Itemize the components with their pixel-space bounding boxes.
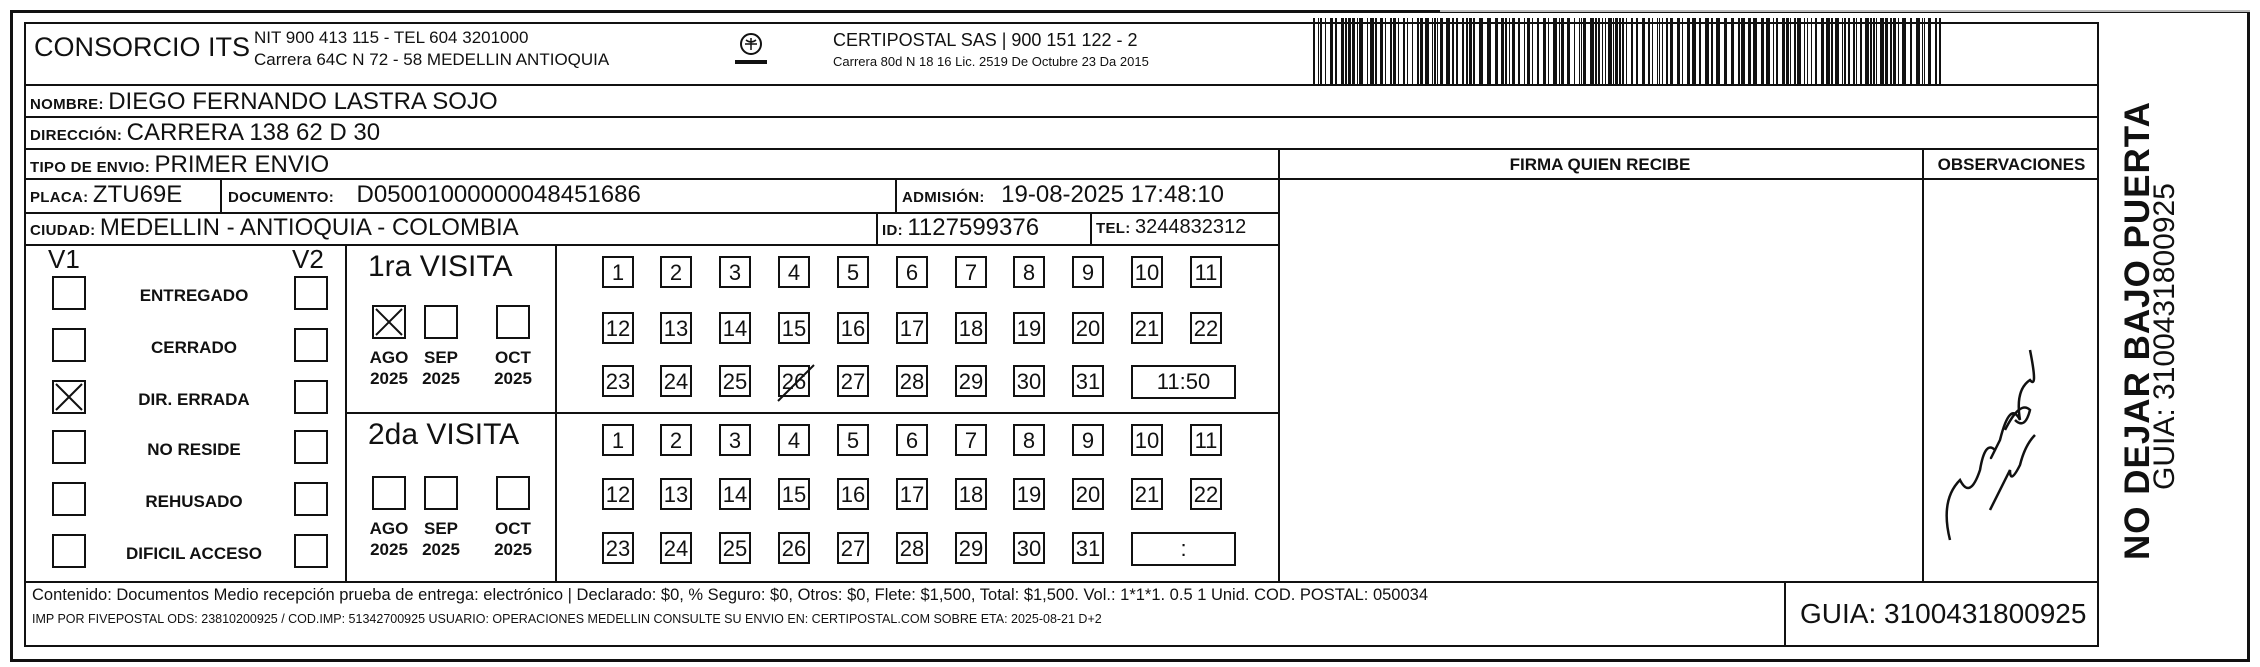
- visit1-month-label: OCT 2025: [494, 348, 532, 388]
- visit1-day-box[interactable]: 29: [955, 365, 987, 397]
- status-label: CERRADO: [151, 338, 237, 357]
- id-label: ID:: [882, 222, 903, 239]
- documento-value: D05001000000048451686: [356, 181, 641, 208]
- barcode: [1313, 18, 1949, 84]
- visit2-day-box[interactable]: 6: [896, 424, 928, 456]
- admision-label: ADMISIÓN:: [902, 189, 985, 206]
- visit1-month-checkbox[interactable]: [424, 305, 458, 339]
- visit2-day-box[interactable]: 5: [837, 424, 869, 456]
- v1-checkbox[interactable]: [52, 380, 86, 414]
- tipo-label: TIPO DE ENVIO:: [30, 159, 151, 176]
- visit2-day-box[interactable]: 9: [1072, 424, 1104, 456]
- courier-address: Carrera 80d N 18 16 Lic. 2519 De Octubre 23 Da 2015: [833, 54, 1149, 69]
- visit1-month-label: AGO 2025: [369, 348, 409, 388]
- visit2-month-label: OCT 2025: [494, 519, 532, 559]
- footer-contenido: Contenido: Documentos Medio recepción prueba de entrega: electrónico | Declarado: $0, % Seguro: $0, Otros: $0, Flete: $1,500, Total: $1,500. Vol.: 1*1*1. 0.5 1 Unid. COD. POSTAL: 050034: [32, 586, 1429, 604]
- visit2-day-box[interactable]: 8: [1013, 424, 1045, 456]
- visit1-day-box[interactable]: 7: [955, 256, 987, 288]
- visit2-month-label: AGO 2025: [369, 519, 409, 559]
- nombre-label: NOMBRE:: [30, 96, 104, 113]
- visit2-month-checkbox[interactable]: [372, 476, 406, 510]
- v2-checkbox[interactable]: [294, 482, 328, 516]
- visit2-time-box[interactable]: :: [1131, 532, 1236, 566]
- visit2-day-box[interactable]: 2: [660, 424, 692, 456]
- footer-guia: GUIA: 3100431800925: [1800, 598, 2087, 629]
- visit1-day-box[interactable]: 14: [719, 312, 751, 344]
- visit1-day-box[interactable]: 19: [1013, 312, 1045, 344]
- visit1-day-box[interactable]: 1: [602, 256, 634, 288]
- v2-checkbox[interactable]: [294, 534, 328, 568]
- visit1-day-box[interactable]: 3: [719, 256, 751, 288]
- visit1-day-box[interactable]: 12: [602, 312, 634, 344]
- visit1-day-box[interactable]: 21: [1131, 312, 1163, 344]
- visit2-day-box[interactable]: 27: [837, 532, 869, 564]
- tel-label: TEL:: [1096, 220, 1131, 237]
- visit1-day-box[interactable]: 27: [837, 365, 869, 397]
- v1-checkbox[interactable]: [52, 482, 86, 516]
- status-label: ENTREGADO: [139, 286, 249, 305]
- v2-checkbox[interactable]: [294, 328, 328, 362]
- visit1-day-box[interactable]: 2: [660, 256, 692, 288]
- company-name: CONSORCIO ITS: [34, 32, 251, 62]
- visit1-day-box[interactable]: 6: [896, 256, 928, 288]
- visit2-day-box[interactable]: 30: [1013, 532, 1045, 564]
- placa-label: PLACA:: [30, 189, 89, 206]
- status-label: NO RESIDE: [147, 440, 241, 459]
- v2-checkbox[interactable]: [294, 380, 328, 414]
- visit2-day-box[interactable]: 10: [1131, 424, 1163, 456]
- visit2-day-box[interactable]: 24: [660, 532, 692, 564]
- status-label: REHUSADO: [145, 492, 243, 511]
- admision-value: 19-08-2025 17:48:10: [1001, 181, 1225, 208]
- visit1-day-box[interactable]: 18: [955, 312, 987, 344]
- observaciones-label: OBSERVACIONES: [1937, 155, 2086, 174]
- ciudad-value: MEDELLIN - ANTIOQUIA - COLOMBIA: [99, 214, 519, 241]
- direccion-value: CARRERA 138 62 D 30: [126, 119, 381, 146]
- direccion-label: DIRECCIÓN:: [30, 127, 123, 144]
- v1-checkbox[interactable]: [52, 430, 86, 464]
- company-nit: NIT 900 413 115 - TEL 604 3201000: [254, 28, 529, 47]
- v1-checkbox[interactable]: [52, 276, 86, 310]
- visit1-day-box[interactable]: 11: [1190, 256, 1222, 288]
- side-title: NO DEJAR BAJO PUERTA: [2118, 101, 2157, 560]
- visit1-day-box[interactable]: 10: [1131, 256, 1163, 288]
- tel-value: 3244832312: [1134, 216, 1247, 238]
- visit1-month-checkbox[interactable]: [496, 305, 530, 339]
- admision-row: [902, 181, 1224, 209]
- signature-scribble: [1930, 290, 2050, 560]
- visit1-day-box[interactable]: 8: [1013, 256, 1045, 288]
- visit1-day-box[interactable]: 25: [719, 365, 751, 397]
- visit2-day-box[interactable]: 12: [602, 478, 634, 510]
- visit2-day-box[interactable]: 22: [1190, 478, 1222, 510]
- visit2-day-box[interactable]: 31: [1072, 532, 1104, 564]
- visit1-day-box[interactable]: 16: [837, 312, 869, 344]
- visit1-day-box[interactable]: 20: [1072, 312, 1104, 344]
- visit2-day-box[interactable]: 18: [955, 478, 987, 510]
- visit1-day-box[interactable]: 26: [778, 365, 810, 397]
- visit1-day-box[interactable]: 5: [837, 256, 869, 288]
- ciudad-row: [30, 214, 519, 242]
- visit1-month-checkbox[interactable]: [372, 305, 406, 339]
- v1-checkbox[interactable]: [52, 534, 86, 568]
- visit1-title: 1ra VISITA: [368, 250, 513, 283]
- tipo-value: PRIMER ENVIO: [154, 151, 330, 178]
- nombre-row: [30, 88, 498, 116]
- visit2-day-box[interactable]: 13: [660, 478, 692, 510]
- visit2-day-box[interactable]: 4: [778, 424, 810, 456]
- visit1-day-box[interactable]: 4: [778, 256, 810, 288]
- visit2-day-box[interactable]: 21: [1131, 478, 1163, 510]
- visit2-month-checkbox[interactable]: [496, 476, 530, 510]
- tel-row: [1096, 216, 1246, 239]
- visit2-day-box[interactable]: 15: [778, 478, 810, 510]
- visit1-day-box[interactable]: 23: [602, 365, 634, 397]
- visit2-title: 2da VISITA: [368, 418, 520, 451]
- visit2-day-box[interactable]: 28: [896, 532, 928, 564]
- company-address: Carrera 64C N 72 - 58 MEDELLIN ANTIOQUIA: [254, 50, 610, 69]
- ciudad-label: CIUDAD:: [30, 222, 96, 239]
- visit2-day-box[interactable]: 3: [719, 424, 751, 456]
- id-row: [882, 214, 1039, 242]
- visit1-day-box[interactable]: 9: [1072, 256, 1104, 288]
- visit2-day-box[interactable]: 16: [837, 478, 869, 510]
- visit1-time-box[interactable]: 11:50: [1131, 365, 1236, 399]
- v2-checkbox[interactable]: [294, 276, 328, 310]
- footer-imp: IMP POR FIVEPOSTAL ODS: 23810200925 / COD.IMP: 51342700925 USUARIO: OPERACIONES MEDELLIN CONSULTE SU ENVIO EN: CERTIPOSTAL.COM SOBRE ETA: 2025-08-21 D+2: [32, 612, 1102, 626]
- documento-row: [228, 181, 641, 209]
- v2-label: V2: [292, 244, 324, 274]
- visit1-day-box[interactable]: 13: [660, 312, 692, 344]
- visit1-day-box[interactable]: 24: [660, 365, 692, 397]
- visit1-day-box[interactable]: 22: [1190, 312, 1222, 344]
- visit2-day-box[interactable]: 25: [719, 532, 751, 564]
- certipostal-logo-icon: [733, 30, 769, 70]
- firma-label: FIRMA QUIEN RECIBE: [1509, 155, 1691, 174]
- visit2-day-box[interactable]: 20: [1072, 478, 1104, 510]
- visit1-day-box[interactable]: 30: [1013, 365, 1045, 397]
- visit1-day-box[interactable]: 28: [896, 365, 928, 397]
- visit1-month-label: SEP 2025: [422, 348, 460, 388]
- visit1-day-box[interactable]: 15: [778, 312, 810, 344]
- status-label: DIR. ERRADA: [138, 390, 250, 409]
- visit2-day-box[interactable]: 14: [719, 478, 751, 510]
- placa-row: [30, 181, 182, 209]
- courier-name: CERTIPOSTAL SAS | 900 151 122 - 2: [833, 30, 1138, 50]
- v1-checkbox[interactable]: [52, 328, 86, 362]
- v2-checkbox[interactable]: [294, 430, 328, 464]
- visit2-month-checkbox[interactable]: [424, 476, 458, 510]
- tipo-row: [30, 151, 329, 179]
- visit2-day-box[interactable]: 7: [955, 424, 987, 456]
- nombre-value: DIEGO FERNANDO LASTRA SOJO: [108, 88, 498, 115]
- visit2-day-box[interactable]: 11: [1190, 424, 1222, 456]
- status-label: DIFICIL ACCESO: [125, 544, 262, 563]
- visit2-day-box[interactable]: 23: [602, 532, 634, 564]
- visit1-day-box[interactable]: 31: [1072, 365, 1104, 397]
- visit2-day-box[interactable]: 17: [896, 478, 928, 510]
- visit2-day-box[interactable]: 26: [778, 532, 810, 564]
- visit2-day-box[interactable]: 29: [955, 532, 987, 564]
- documento-label: DOCUMENTO:: [228, 189, 335, 206]
- id-value: 1127599376: [907, 214, 1040, 241]
- direccion-row: [30, 119, 380, 147]
- placa-value: ZTU69E: [92, 181, 183, 208]
- visit1-day-box[interactable]: 17: [896, 312, 928, 344]
- visit2-day-box[interactable]: 1: [602, 424, 634, 456]
- v1-label: V1: [48, 244, 80, 274]
- visit2-month-label: SEP 2025: [422, 519, 460, 559]
- side-guia: GUIA: 3100431800925: [2148, 183, 2181, 490]
- visit2-day-box[interactable]: 19: [1013, 478, 1045, 510]
